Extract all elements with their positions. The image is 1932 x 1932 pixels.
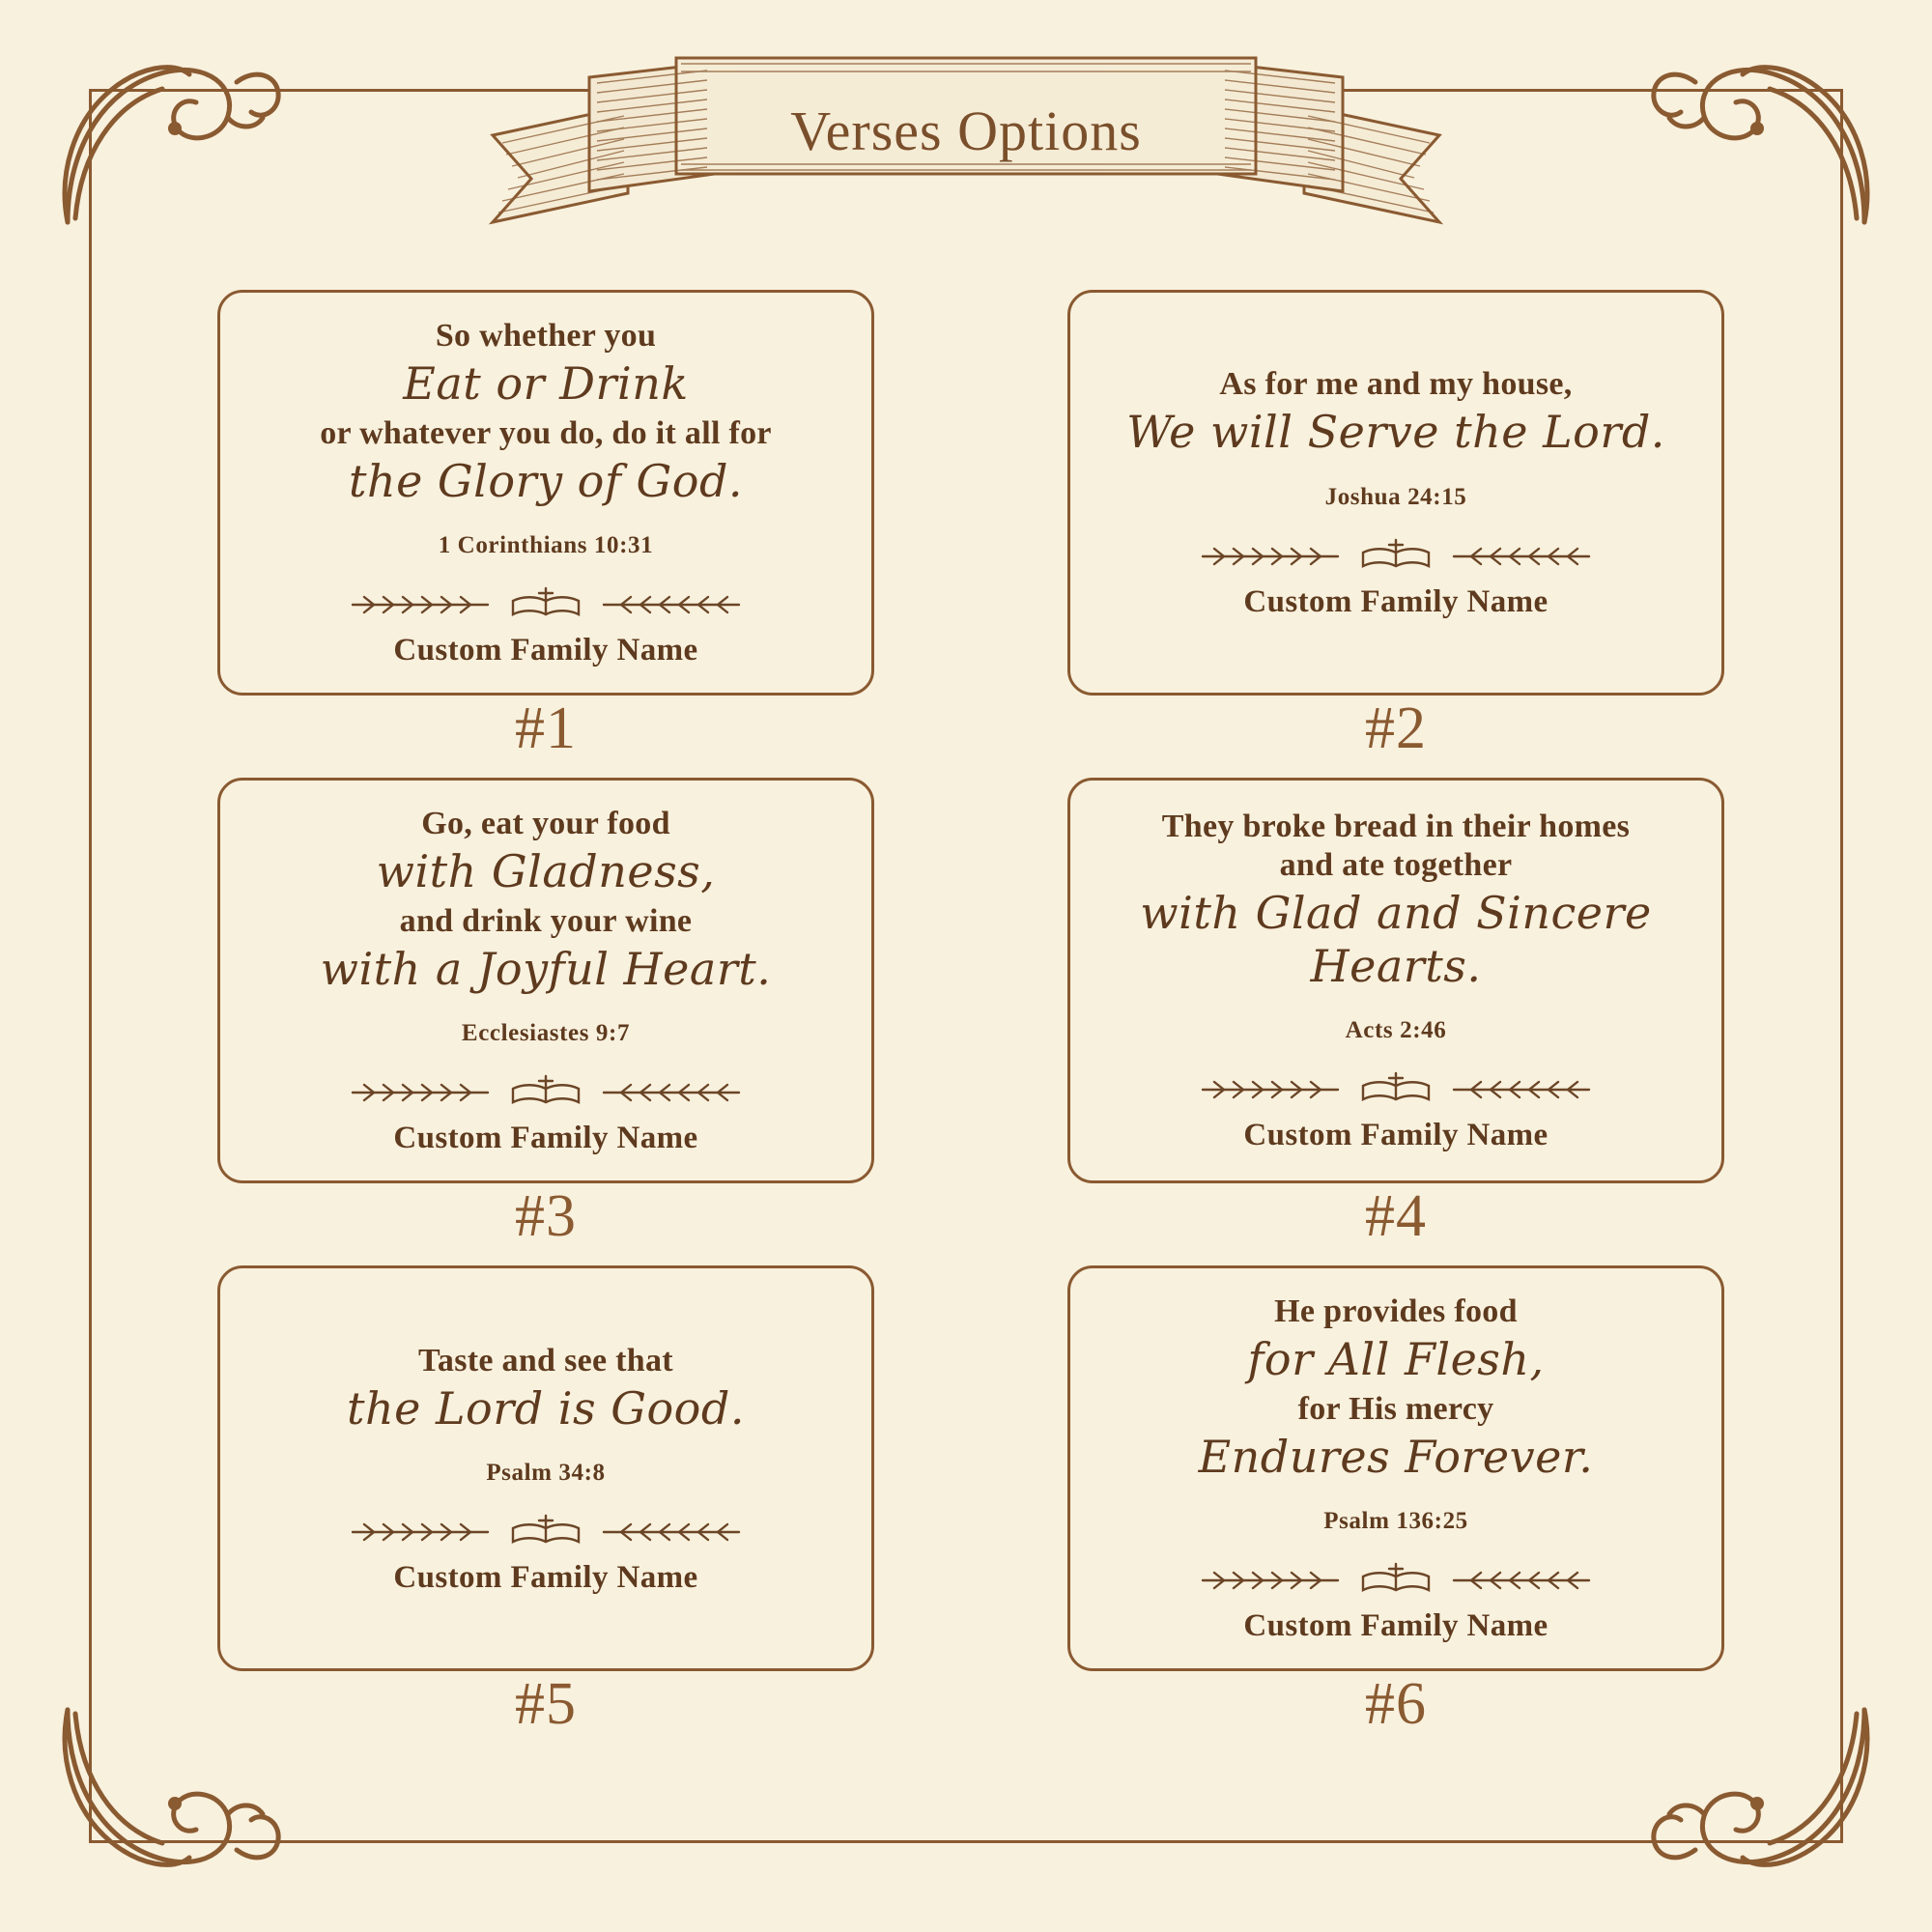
verse-line: Taste and see that (418, 1342, 673, 1378)
verse-text (1095, 365, 1696, 462)
verse-line: Eat or Drink (403, 357, 689, 411)
verse-line: or whatever you do, do it all for (320, 414, 772, 451)
family-name: Custom Family Name (393, 1120, 698, 1155)
family-name: Custom Family Name (1243, 1117, 1548, 1152)
bible-cross-divider-icon (1193, 1069, 1599, 1110)
bible-cross-divider-icon (343, 1072, 749, 1113)
verse-reference: Psalm 34:8 (486, 1459, 606, 1486)
verse-line: for All Flesh, (1247, 1333, 1545, 1386)
verse-option-cell (217, 1265, 874, 1736)
verse-text (245, 317, 846, 511)
bible-cross-divider-icon (1193, 1560, 1599, 1601)
verse-line: Endures Forever. (1198, 1430, 1594, 1483)
verse-line: with a Joyful Heart. (320, 942, 772, 995)
verse-reference: Psalm 136:25 (1323, 1508, 1468, 1535)
verse-option-cell (217, 778, 874, 1248)
card-number: #2 (1365, 696, 1427, 761)
page-title: Verses Options (790, 99, 1142, 162)
card-number: #1 (515, 696, 577, 761)
flourish-corner-ornament-icon (1642, 29, 1893, 251)
verse-text (245, 1342, 846, 1438)
verse-option-cell (217, 290, 874, 760)
card-number: #6 (1365, 1671, 1427, 1738)
card-number: #5 (515, 1671, 577, 1738)
card-number: #4 (1365, 1183, 1427, 1250)
verse-card-2[interactable] (1067, 290, 1724, 696)
verse-reference: Acts 2:46 (1345, 1016, 1447, 1043)
family-name: Custom Family Name (393, 632, 698, 668)
verse-text (1095, 1293, 1696, 1487)
verse-line: the Glory of God. (348, 454, 744, 507)
verse-line: with Glad and Sincere Hearts. (1140, 887, 1652, 992)
verse-reference: 1 Corinthians 10:31 (438, 531, 654, 558)
verse-line: the Lord is Good. (347, 1381, 745, 1435)
verse-option-cell (1067, 1265, 1724, 1736)
verse-line: They broke bread in their homes (1161, 809, 1631, 845)
verse-line: and ate together (1279, 847, 1513, 884)
verse-line: As for me and my house, (1219, 366, 1573, 403)
verse-reference: Ecclesiastes 9:7 (461, 1019, 631, 1046)
family-name: Custom Family Name (1243, 1608, 1548, 1644)
family-name: Custom Family Name (1243, 583, 1548, 619)
family-name: Custom Family Name (393, 1559, 698, 1595)
verse-reference: Joshua 24:15 (1324, 483, 1467, 510)
verse-card-3[interactable] (217, 778, 874, 1183)
verse-option-cell (1067, 778, 1724, 1248)
verse-card-4[interactable] (1067, 778, 1724, 1183)
ribbon-banner-icon (473, 29, 1459, 261)
verse-line: and drink your wine (399, 902, 693, 939)
verse-card-6[interactable] (1067, 1265, 1724, 1671)
verse-option-cell (1067, 290, 1724, 760)
verse-line: with Gladness, (376, 845, 716, 898)
verse-options-grid (217, 290, 1724, 1736)
verse-line: Go, eat your food (421, 806, 670, 842)
verse-text (1095, 808, 1696, 996)
bible-cross-divider-icon (343, 584, 749, 625)
verse-card-1[interactable] (217, 290, 874, 696)
verse-card-5[interactable] (217, 1265, 874, 1671)
verse-line: He provides food (1274, 1293, 1518, 1330)
verse-line: for His mercy (1297, 1390, 1494, 1427)
verse-text (245, 805, 846, 999)
card-number: #3 (515, 1183, 577, 1250)
verse-line: We will Serve the Lord. (1126, 406, 1665, 459)
bible-cross-divider-icon (343, 1512, 749, 1552)
bible-cross-divider-icon (1193, 536, 1599, 577)
verse-line: So whether you (435, 318, 657, 355)
flourish-corner-ornament-icon (39, 29, 290, 251)
